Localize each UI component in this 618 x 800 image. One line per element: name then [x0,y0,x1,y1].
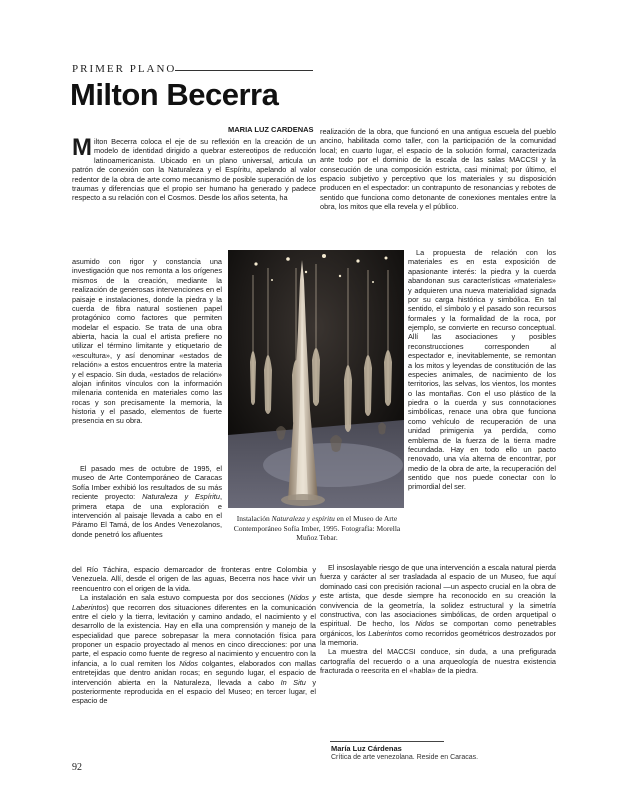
author-bio: Crítica de arte venezolana. Reside en Caracas. [331,754,479,761]
paragraph-conclusion: La muestra del MACCSI conduce, sin duda, a una prefigurada cartografía del recuerdo o a una arqueología de nuestra existencia fracturada o reescrita en el «habla» de la piedra. [320,647,556,676]
author-rule [330,741,444,742]
byline: MARIA LUZ CARDENAS [228,125,314,134]
author-name: María Luz Cárdenas [331,744,402,753]
installation-photo-graphic [228,250,404,508]
article-title: Milton Becerra [70,77,279,112]
paragraph-rio: del Río Táchira, espacio demarcador de fronteras entre Colombia y Venezuela. Allí, desde el origen de las aguas, Becerra nos hace vivir un reencuentro con el origen de la vida. [72,565,316,593]
page-number: 92 [72,762,82,773]
section-rule [175,70,313,71]
paragraph-risk: El insoslayable riesgo de que una intervención a escala natural pierda fuerza y carácter al ser trasladada al espacio de un Museo, fue aquí dominado casi con precisión racional —un aspecto crucial en la obra de este artista, que desde siempre ha reconocido en su creación la convivencia de la geometría, la solidez estructural y la simetría constructiva, con las asociaciones simbólicas, de orden arquetipal o espiritual. De hecho, los Nidos se comportan como penetrables orgánicos, los Laberintos como recorridos geométricos destrozados por la memoria. [320,563,556,647]
intro-paragraph: Milton Becerra coloca el eje de su reflexión en la creación de un modelo de identidad dirigido a quebrar estereotipos de reducción latinoamericanista. Ubicado en un plano universal, articula un patrón de conexión con la Naturaleza y el Espíritu, apelando al valor redentor de la obra de arte como mecanismo de posible superación de los traumas y diferencias que el propio ser humano ha generado y padece respecto a su relación con el Cosmos. Desde los años setenta, ha [72,134,316,203]
column-2-bottom [320,563,556,676]
paragraph-spaces: realización de la obra, que funcionó en una antigua escuela del pueblo ancino, habilitada como taller, con la participación de la comunidad local; en cuarto lugar, el espacio de la solución formal, caracterizada ante todo por el dominio de la escala de las salas MACCSI y la consecución de una composición estricta, casi minimal; por último, el espacio subjetivo y perceptivo que los materiales y su disposición producen en el espectador: un contrapunto de resonancias y rebotes de sentido que funciona como detonante de conexiones mentales entre la obra, los mitos que ella revela y el público. [320,127,556,211]
column-2-top [320,127,556,211]
column-1-bottom [72,565,316,706]
column-1-narrow [72,257,222,426]
paragraph-estados: asumido con rigor y constancia una investigación que nos remonta a los orígenes mismos de la creación, mediante la realización de generosas intervenciones en el paisaje e instalaciones, donde la piedra y la cuerda de fibra natural sostienen papel protagónico como factores que permiten modelar el espacio. Se trata de una obra abierta, hacia la cual el artista prefiere no utilizar el término limitante y etiquetario de «escultura», y así denominar «estados de relación» a estos encuentros entre la materia y el espacio. Sin duda, «estados de relación» alojan infinitos vínculos con la información milenaria contenida en materiales como las rocas y son precisamente la memoria, la historia y el pasado, elementos de fuerte presencia en su obra. [72,257,222,426]
column-1-project [72,464,222,539]
title-naturaleza: Naturaleza y Espíritu [142,492,220,502]
column-1-intro [72,134,316,203]
installation-photo [228,250,404,508]
section-label: PRIMER PLANO [72,63,177,75]
paragraph-project: El pasado mes de octubre de 1995, el museo de Arte Contemporáneo de Caracas Sofía Imber exhibió los resultados de su más reciente proyecto: Naturaleza y Espíritu, primera etapa de una exploración e intervención al paisaje llevada a cabo en el Páramo El Tamá, de los Andes Venezolanos, donde penetró los afluentes [72,464,222,539]
column-2-narrow [408,248,556,492]
paragraph-installation: La instalación en sala estuvo compuesta por dos secciones (Nidos y Laberintos) que recorren dos situaciones diferentes en la comunicación entre el cielo y la tierra, levitación y camino andado, el nacimiento y el desarrollo de la existencia. Hay en ella una comprensión y manejo de la especialidad que parece sobrepasar la mera connotación física para proponer un espacio proyectado al menos en cinco direcciones: por una parte, el espacio como fuente de regreso al nacimiento y encuentro con la infancia, a lo cual remiten los Nidos colgantes, elaborados con mallas entretejidas que dentro anidan rocas; en segundo lugar, el espacio de intervención abierta en la Naturaleza, llevada a cabo In Situ y posteriormente reproducida en el espacio del Museo; en tercer lugar, el espacio de [72,593,316,706]
photo-caption: Instalación Naturaleza y espíritu en el Museo de Arte Contemporáneo Sofía Imber, 1995. Fotografía: Morella Muñoz Tebar. [233,514,401,542]
paragraph-materials: La propuesta de relación con los materiales es en esta exposición de apasionante interés: la piedra y la cuerda abandonan sus características «materiales» y adquieren una nueva materialidad signada por su carga histórica y simbólica. En tal sentido, el símbolo y el pasado son recursos formales y la formalidad de la roca, por ejemplo, se convierte en recurso conceptual. Allí las asociaciones y posibles reconstrucciones corresponden al espectador e, inevitablemente, se remontan a los mitos y leyendas de constitución de las especies animales, de nacimiento de los territorios, las selvas, los vientos, los montes o las montañas. Con el uso plástico de la piedra o la cuerda y sus connotaciones simbólicas, renace una obra que funciona como vehículo de recuperación de una unidad primigenia ya perdida, como emblema de la fuerza de la tierra madre fecundada. Hay en todo ello un pacto renovado, una vía alterna de encontrar, por medio de la obra de arte, la recuperación del sentido que nos puede conectar con lo primordial del ser. [408,248,556,492]
